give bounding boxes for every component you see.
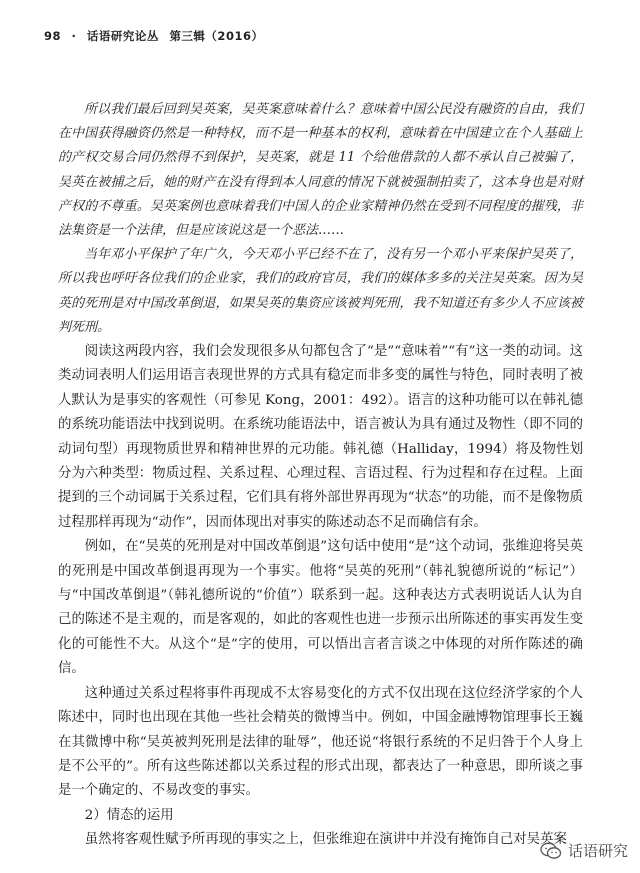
- body-paragraph: 阅读这两段内容，我们会发现很多从句都包含了“是”“意味着”“有”这一类的动词。这类动词表明人们运用语言表现世界的方式具有稳定而非多变的属性与特色，同时表明了被人默认为是事实的客观性（可参见 Kong，2001：492）。语言的这种功能可以在韩礼德的系统功能语法中找到说明。在系统功能语法中，语言被认为具有通过及物性（即不同的动词句型）再现物质世界和精神世界的元功能。韩礼德（Halliday，1994）将及物性划分为六种类型：物质过程、关系过程、心理过程、言语过程、行为过程和存在过程。上面提到的三个动词属于关系过程，它们具有将外部世界再现为“状态”的功能，而不是像物质过程那样再现为“动作”，因而体现出对事实的陈述动态不足而确信有余。: [58, 344, 583, 530]
- journal-issue: 第三辑（2016）: [169, 29, 264, 43]
- page-number: 98: [44, 29, 62, 43]
- page-header: [44, 28, 269, 44]
- journal-title: 话语研究论丛: [86, 29, 159, 43]
- body-paragraph: 这种通过关系过程将事件再现成不太容易变化的方式不仅出现在这位经济学家的个人陈述中，同时也出现在其他一些社会精英的微博当中。例如，中国金融博物馆理事长王巍在其微博中称“吴英被判死刑是法律的耻辱”，他还说“将银行系统的不足归咎于个人身上是不公平的”。所有这些陈述都以关系过程的形式出现，都表达了一种意思，即所谈之事是一个确定的、不易改变的事实。: [58, 685, 583, 799]
- header-separator: ·: [71, 29, 77, 43]
- watermark-text: 话语研究: [568, 842, 629, 860]
- block-quote: [58, 98, 583, 340]
- wechat-icon: [540, 842, 562, 860]
- body-text: [58, 340, 583, 853]
- section-subheading: 2）情态的运用: [84, 807, 174, 823]
- body-paragraph-start: 虽然将客观性赋予所再现的事实之上，但张维迎在演讲中并没有掩饰自己对吴英案: [84, 832, 567, 848]
- watermark: [540, 840, 628, 861]
- body-paragraph: 例如，在“吴英的死刑是对中国改革倒退”这句话中使用“是”这个动词，张维迎将吴英的死刑是中国改革倒退再现为一个事实。他将“吴英的死刑”（韩礼貌德所说的“标记”）与“中国改革倒退”（韩礼德所说的“价值”）联系到一起。这种表达方式表明说话人认为自己的陈述不是主观的，而是客观的，如此的客观性也进一步预示出所陈述的事实再发生变化的可能性不大。从这个“是”字的使用，可以悟出言者言谈之中体现的对所作陈述的确信。: [58, 539, 583, 677]
- quote-paragraph: 所以我们最后回到吴英案，吴英案意味着什么？意味着中国公民没有融资的自由，我们在中国获得融资仍然是一种特权，而不是一种基本的权利，意味着在中国建立在个人基础上的产权交易合同仍然得不到保护，吴英案，就是 11 个给他借款的人都不承认自己被骗了，吴英在被捕之后，她的财产在没有得到本人同意的情况下就被强制拍卖了，这本身也是对财产权的不尊重。吴英案例也意味着我们中国人的企业家精神仍然在受到不同程度的摧残，非法集资是一个法律，但是应该说这是一个恶法……: [58, 102, 583, 239]
- quote-paragraph: 当年邓小平保护了年广久，今天邓小平已经不在了，没有另一个邓小平来保护吴英了，所以我也呼吁各位我们的企业家，我们的政府官员，我们的媒体多多的关注吴英案。因为吴英的死刑是对中国改革倒退，如果吴英的集资应该被判死刑，我不知道还有多少人不应该被判死刑。: [58, 247, 583, 335]
